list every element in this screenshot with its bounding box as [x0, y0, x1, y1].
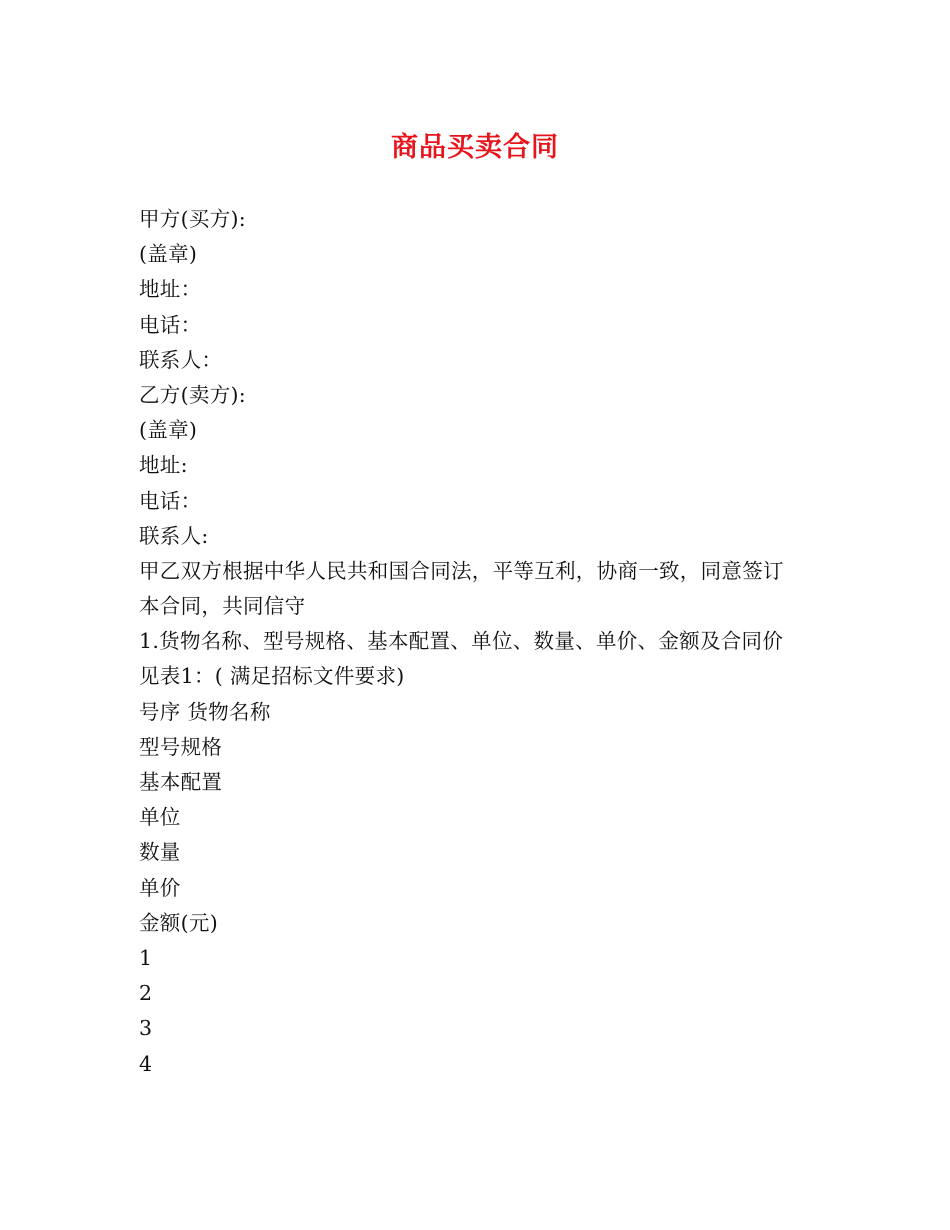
table-row-number: 1 — [139, 945, 153, 970]
table-header-seq-name: 号序 货物名称 — [139, 699, 271, 724]
party-b-label: 乙方(卖方): — [139, 382, 247, 407]
party-b-contact: 联系人: — [139, 523, 209, 548]
party-a-seal: (盖章) — [139, 242, 198, 267]
party-b-seal: (盖章) — [139, 418, 198, 443]
table-header-config: 基本配置 — [139, 770, 223, 794]
party-b-phone: 电话： — [139, 488, 202, 513]
clause-1-line-2: 见表1：( 满足招标文件要求) — [139, 664, 405, 689]
party-a-address: 地址： — [139, 277, 202, 302]
party-a-phone: 电话： — [139, 312, 202, 337]
table-header-unit: 单位 — [139, 805, 181, 830]
table-header-amount: 金额(元) — [139, 910, 218, 935]
preamble-line-1: 甲乙双方根据中华人民共和国合同法，平等互利，协商一致，同意签订 — [139, 558, 784, 583]
table-row-number: 2 — [139, 981, 153, 1006]
table-row-number: 4 — [139, 1051, 153, 1076]
table-header-price: 单价 — [139, 875, 181, 900]
document-body — [139, 202, 819, 1082]
table-header-model: 型号规格 — [139, 734, 223, 759]
table-header-quantity: 数量 — [139, 840, 181, 865]
document-title: 商品买卖合同 — [391, 132, 559, 163]
preamble-line-2: 本合同，共同信守 — [139, 594, 306, 619]
party-b-address: 地址: — [139, 453, 188, 478]
clause-1-line-1: 1.货物名称、型号规格、基本配置、单位、数量、单价、金额及合同价 — [139, 629, 784, 654]
table-row-number: 3 — [139, 1016, 153, 1041]
party-a-contact: 联系人： — [139, 347, 223, 372]
party-a-label: 甲方(买方): — [139, 207, 247, 231]
